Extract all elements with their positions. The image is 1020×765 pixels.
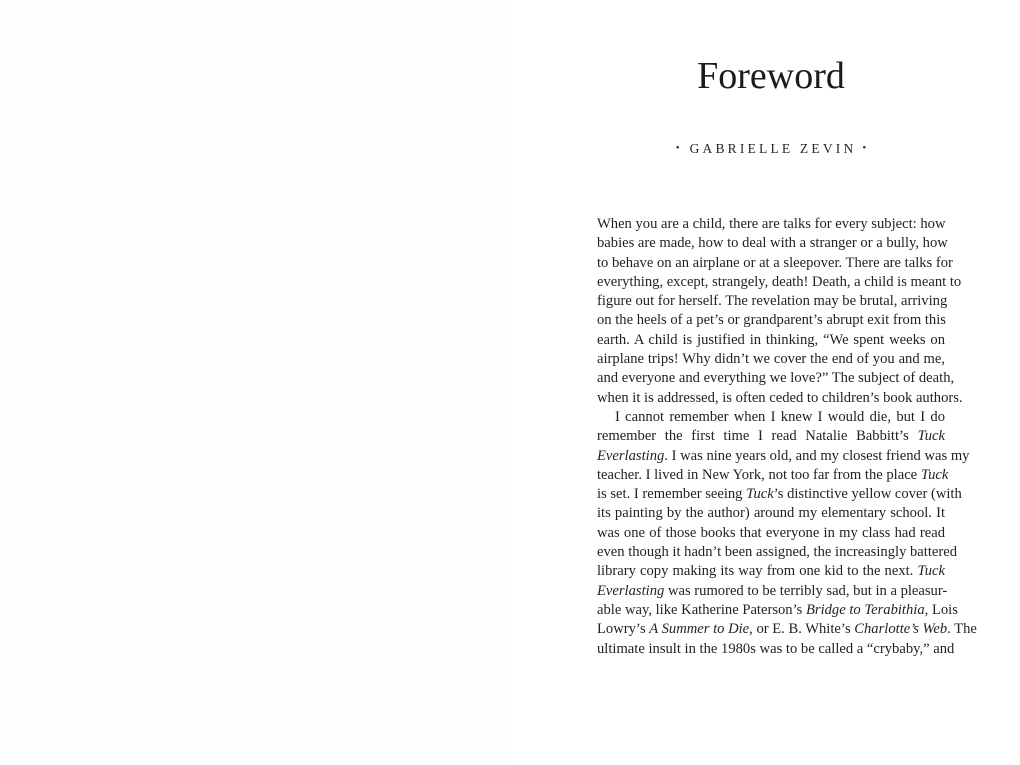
text-line [597, 311, 945, 330]
text-segment: teacher. I lived in New York, not too far from the place [597, 466, 921, 483]
text-line [597, 369, 955, 388]
text-line [597, 466, 949, 485]
author-name: GABRIELLE ZEVIN [689, 141, 857, 156]
italic-title-text: Everlasting [597, 447, 665, 464]
text-line [597, 215, 945, 234]
text-segment: . The [947, 621, 977, 638]
text-line [597, 620, 977, 639]
italic-title-text: Tuck [746, 486, 774, 503]
text-line [597, 524, 945, 543]
text-segment: was one of those books that everyone in my class had read [597, 524, 945, 541]
italic-title-text: Tuck [917, 563, 945, 580]
text-line [597, 273, 962, 292]
text-segment: earth. A child is justified in thinking, “We spent weeks on [597, 331, 945, 348]
text-segment: and everyone and everything we love?” The subject of death, [597, 370, 955, 387]
bullet-ornament-icon: • [675, 142, 680, 154]
italic-title-text: Everlasting [597, 582, 665, 599]
text-line [597, 254, 953, 273]
text-line [597, 427, 945, 446]
text-segment: . I was nine years old, and my closest friend was my [664, 447, 970, 464]
italic-title-text: Bridge to Terabithia [805, 601, 925, 618]
text-segment: even though it hadn’t been assigned, the increasingly battered [597, 544, 958, 561]
text-line [597, 640, 955, 659]
text-segment: When you are a child, there are talks for every subject: how [597, 216, 946, 232]
text-segment: , Lois [924, 601, 958, 618]
chapter-title: Foreword [697, 55, 845, 97]
text-segment: babies are made, how to deal with a stranger or a bully, how [597, 235, 948, 252]
text-line [597, 331, 945, 350]
text-line [597, 408, 945, 427]
text-segment: Lowry’s [597, 621, 650, 638]
text-segment: ’s distinctive yellow cover (with [773, 486, 962, 503]
text-segment: on the heels of a pet’s or grandparent’s abrupt exit from this [597, 312, 946, 329]
italic-title-text: Charlotte’s Web [854, 621, 948, 638]
text-segment: airplane trips! Why didn’t we cover the end of you and me, [597, 351, 945, 368]
text-line [597, 350, 945, 369]
text-line [597, 504, 945, 523]
italic-title-text: A Summer to Die [649, 621, 750, 638]
text-line [597, 485, 962, 504]
text-segment: able way, like Katherine Paterson’s [597, 601, 806, 618]
text-line [597, 234, 948, 253]
text-line [597, 292, 948, 311]
text-segment: remember the first time I read Natalie Babbitt’s [597, 428, 918, 445]
italic-title-text: Tuck [917, 428, 945, 445]
italic-title-text: Tuck [920, 466, 949, 483]
text-segment: when it is addressed, is often ceded to children’s book authors. [597, 389, 963, 406]
text-segment: ultimate insult in the 1980s was to be called a “crybaby,” and [597, 640, 955, 657]
text-segment: I cannot remember when I knew I would die, but I do [615, 408, 945, 425]
text-segment: library copy making its way from one kid to the next. [597, 563, 918, 580]
text-segment: its painting by the author) around my elementary school. It [597, 505, 945, 522]
text-line [597, 601, 958, 620]
text-segment: everything, except, strangely, death! Death, a child is meant to [597, 273, 962, 290]
text-line [597, 543, 958, 562]
bullet-ornament-icon: • [862, 142, 867, 154]
text-line [597, 389, 963, 408]
author-byline [597, 139, 945, 158]
text-segment: was rumored to be terribly sad, but in a pleasur- [664, 582, 948, 599]
text-segment: to behave on an airplane or at a sleepover. There are talks for [597, 254, 953, 271]
text-line [597, 447, 970, 466]
text-segment: figure out for herself. The revelation may be brutal, arriving [597, 293, 948, 310]
text-segment: is set. I remember seeing [597, 486, 747, 503]
text-line [597, 562, 945, 581]
text-line [597, 582, 948, 601]
foreword-body [597, 215, 977, 659]
text-segment: , or E. B. White’s [749, 621, 855, 638]
